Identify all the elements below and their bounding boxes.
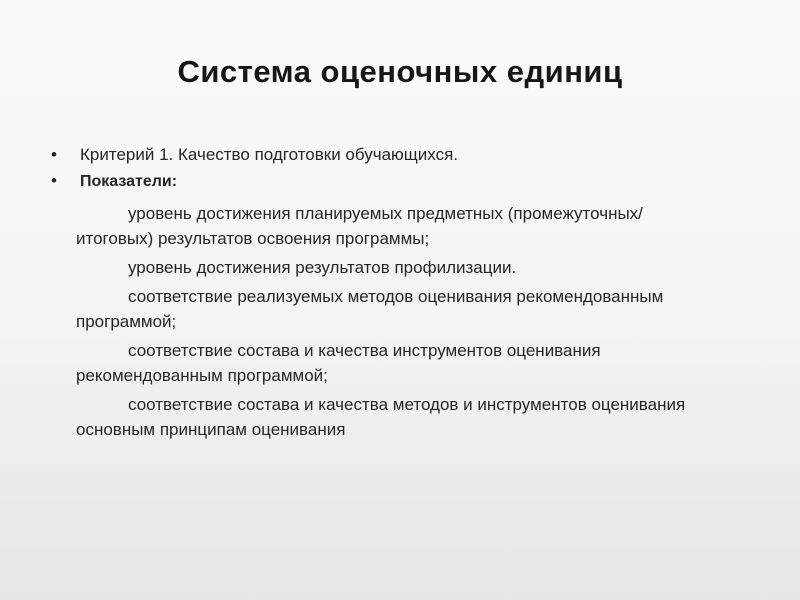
indicator-item: уровень достижения результатов профилизации. <box>128 258 517 277</box>
bullet-item-criterion <box>0 144 800 170</box>
bullet-text: Критерий 1. Качество подготовки обучающихся. <box>80 145 459 164</box>
slide-title: Система оценочных единиц <box>177 54 623 89</box>
indicator-item: соответствие реализуемых методов оценивания рекомендованным программой; <box>76 287 664 331</box>
bullet-item-indicators-heading <box>0 170 800 196</box>
bullet-list <box>0 144 800 196</box>
bullet-marker: • <box>51 171 57 190</box>
indicator-list <box>76 201 716 446</box>
indicator-item: соответствие состава и качества методов и инструментов оценивания основным принципам оценивания <box>76 395 686 439</box>
indicator-item: соответствие состава и качества инструментов оценивания рекомендованным программой; <box>76 341 601 385</box>
bullet-marker: • <box>51 145 57 164</box>
bullet-text: Показатели: <box>80 173 178 190</box>
indicator-item: уровень достижения планируемых предметных (промежуточных/итоговых) результатов освоения программы; <box>76 204 643 248</box>
